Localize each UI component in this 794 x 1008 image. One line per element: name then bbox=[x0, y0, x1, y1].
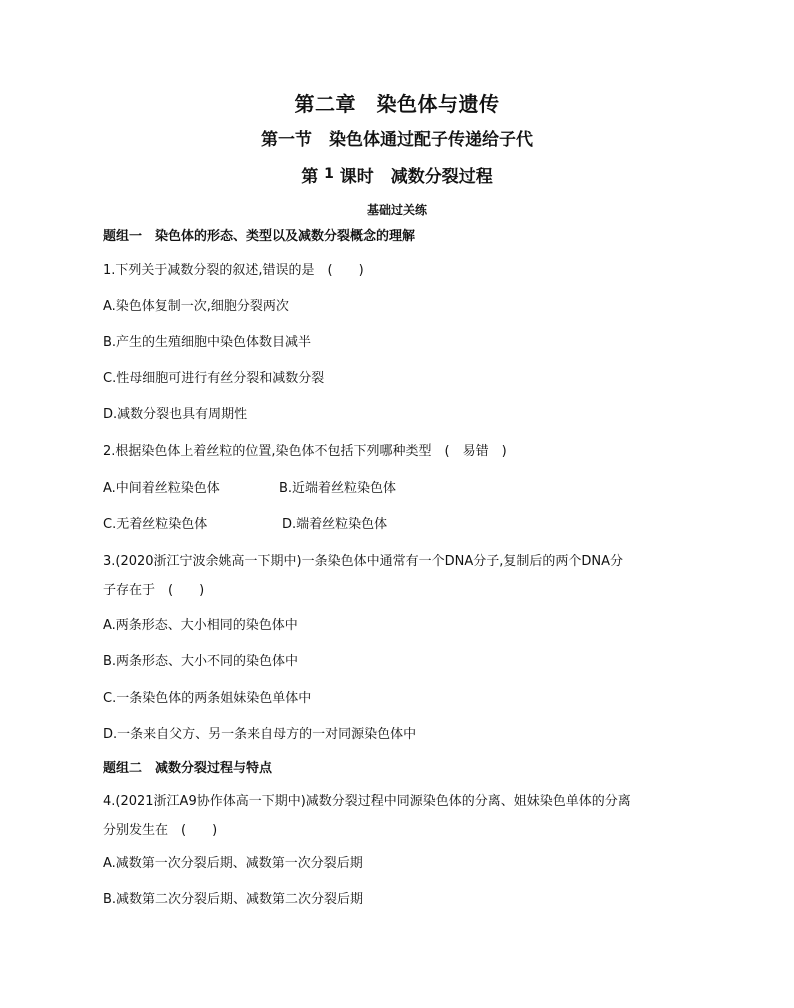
question-1-option-d: D.减数分裂也具有周期性 bbox=[103, 407, 248, 422]
question-4-stem-line2: 分别发生在 ( ) bbox=[103, 823, 218, 838]
lesson-prefix: 第 bbox=[301, 167, 319, 187]
question-3-option-d: D.一条来自父方、另一条来自母方的一对同源染色体中 bbox=[103, 727, 417, 742]
question-4-stem-line1: 4.(2021浙江A9协作体高一下期中)减数分裂过程中同源染色体的分离、姐妹染色单体的分离 bbox=[103, 794, 631, 809]
question-3-option-b: B.两条形态、大小不同的染色体中 bbox=[103, 654, 299, 669]
question-2-option-d: D.端着丝粒染色体 bbox=[282, 517, 388, 532]
question-3-option-a: A.两条形态、大小相同的染色体中 bbox=[103, 618, 298, 633]
question-2-option-c: C.无着丝粒染色体 bbox=[103, 517, 208, 532]
question-1-option-b: B.产生的生殖细胞中染色体数目减半 bbox=[103, 335, 312, 350]
lesson-number: 1 bbox=[324, 166, 334, 182]
chapter-title: 第二章 染色体与遗传 bbox=[294, 92, 500, 116]
question-1-stem: 1.下列关于减数分裂的叙述,错误的是 ( ) bbox=[103, 263, 364, 278]
question-3-option-c: C.一条染色体的两条姐妹染色单体中 bbox=[103, 691, 312, 706]
question-4-option-b: B.减数第二次分裂后期、减数第二次分裂后期 bbox=[103, 892, 364, 907]
question-3-stem-line2: 子存在于 ( ) bbox=[103, 583, 205, 598]
group-1-heading: 题组一 染色体的形态、类型以及减数分裂概念的理解 bbox=[103, 229, 416, 244]
question-4-option-a: A.减数第一次分裂后期、减数第一次分裂后期 bbox=[103, 856, 363, 871]
practice-heading: 基础过关练 bbox=[366, 203, 427, 217]
section-title: 第一节 染色体通过配子传递给子代 bbox=[261, 130, 533, 150]
question-1-option-c: C.性母细胞可进行有丝分裂和减数分裂 bbox=[103, 371, 325, 386]
question-2-option-a: A.中间着丝粒染色体 bbox=[103, 481, 220, 496]
group-2-heading: 题组二 减数分裂过程与特点 bbox=[103, 761, 273, 776]
lesson-title bbox=[0, 166, 794, 187]
question-1-option-a: A.染色体复制一次,细胞分裂两次 bbox=[103, 299, 289, 314]
question-2-option-b: B.近端着丝粒染色体 bbox=[279, 481, 397, 496]
question-3-stem-line1: 3.(2020浙江宁波余姚高一下期中)一条染色体中通常有一个DNA分子,复制后的两个DNA分 bbox=[103, 554, 624, 569]
lesson-suffix: 课时 减数分裂过程 bbox=[339, 167, 493, 187]
question-2-stem: 2.根据染色体上着丝粒的位置,染色体不包括下列哪种类型 ( 易错 ) bbox=[103, 444, 507, 459]
